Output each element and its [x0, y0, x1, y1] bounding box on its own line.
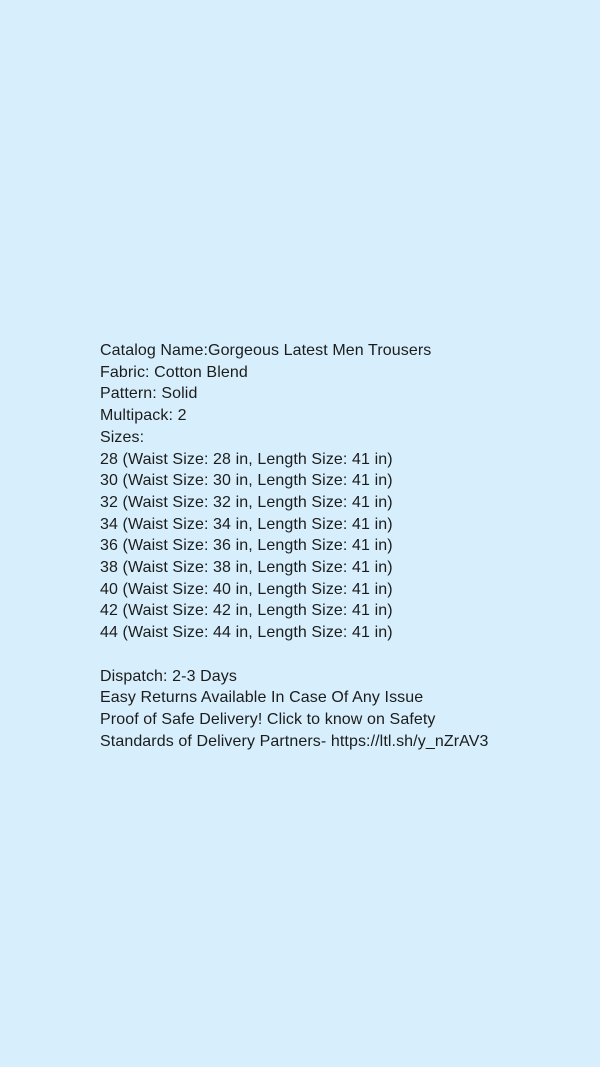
- safety-info-line-2-text: Standards of Delivery Partners-: [100, 732, 331, 750]
- product-description-block: [100, 340, 560, 752]
- returns-line: Easy Returns Available In Case Of Any Issue: [100, 689, 424, 707]
- size-option: 30 (Waist Size: 30 in, Length Size: 41 in): [100, 472, 393, 490]
- safety-info-line-2: [100, 731, 560, 753]
- size-option: 28 (Waist Size: 28 in, Length Size: 41 in): [100, 450, 393, 468]
- safety-standards-link[interactable]: https://ltl.sh/y_nZrAV3: [330, 732, 489, 750]
- sizes-label: Sizes:: [100, 428, 145, 446]
- blank-line-spacer: [100, 644, 560, 666]
- size-option: 32 (Waist Size: 32 in, Length Size: 41 in): [100, 493, 393, 511]
- size-option: 44 (Waist Size: 44 in, Length Size: 41 in): [100, 624, 393, 642]
- safety-info-line-1: Proof of Safe Delivery! Click to know on Safety: [100, 710, 436, 728]
- pattern-line: Pattern: Solid: [100, 385, 198, 403]
- multipack-line: Multipack: 2: [100, 407, 187, 425]
- size-option: 36 (Waist Size: 36 in, Length Size: 41 in): [100, 537, 393, 555]
- sizes-list: [100, 449, 560, 644]
- fabric-line: Fabric: Cotton Blend: [100, 363, 248, 381]
- size-option: 40 (Waist Size: 40 in, Length Size: 41 in): [100, 580, 393, 598]
- dispatch-line: Dispatch: 2-3 Days: [100, 667, 237, 685]
- catalog-name-line: Catalog Name:Gorgeous Latest Men Trousers: [100, 342, 432, 359]
- size-option: 42 (Waist Size: 42 in, Length Size: 41 in): [100, 602, 393, 620]
- size-option: 34 (Waist Size: 34 in, Length Size: 41 in): [100, 515, 393, 533]
- size-option: 38 (Waist Size: 38 in, Length Size: 41 in): [100, 559, 393, 577]
